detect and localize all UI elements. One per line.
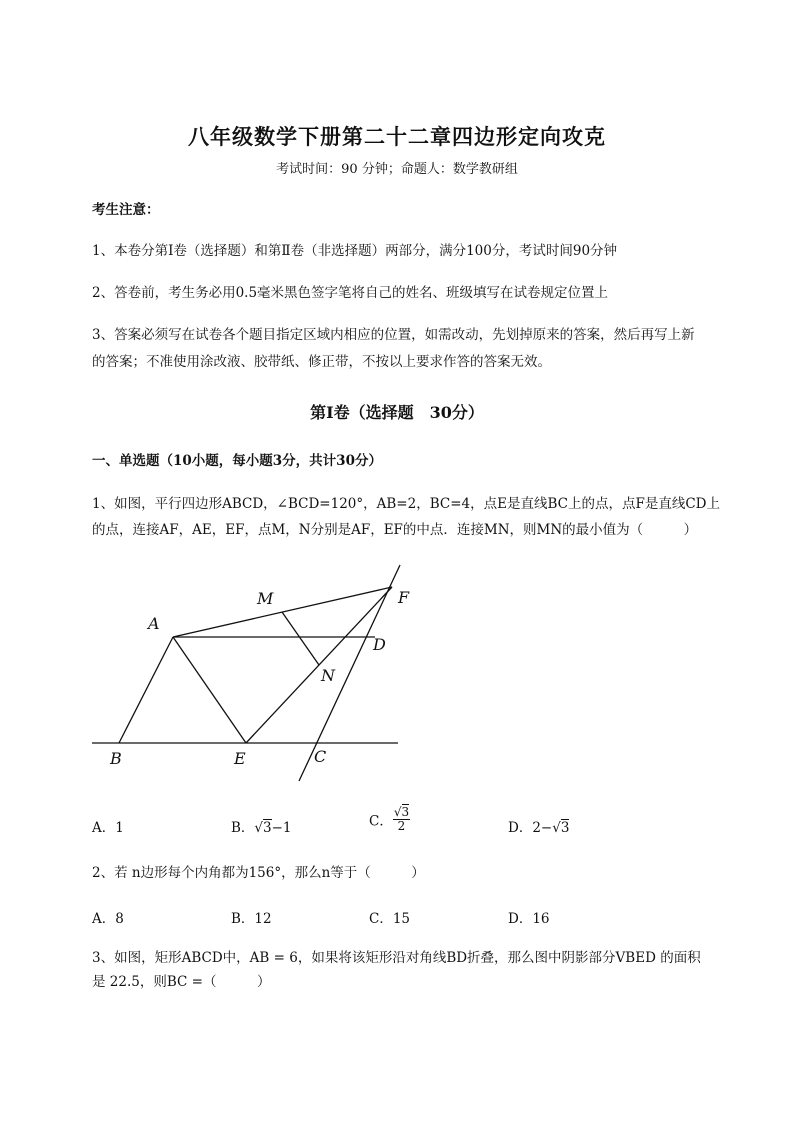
notice-item-3: 3、答案必须写在试卷各个题目指定区域内相应的位置，如需改动，先划掉原来的答案，然后再写上新 xyxy=(92,327,695,343)
section-title: 第Ⅰ卷（选择题 30分） xyxy=(310,403,484,422)
q2-option-a[interactable]: A．8 xyxy=(92,911,124,927)
label-n: N xyxy=(321,666,335,685)
label-a: A xyxy=(148,614,160,633)
question-3-line-1: 3、如图，矩形ABCD中，AB = 6，如果将该矩形沿对角线BD折叠，那么图中阴影部分VBED 的面积 xyxy=(92,950,701,966)
question-2-line-1: 2、若 n边形每个内角都为156°，那么n等于（ ） xyxy=(92,865,425,881)
notice-item-3-cont: 的答案；不准使用涂改液、胶带纸、修正带，不按以上要求作答的答案无效。 xyxy=(92,354,551,370)
label-e: E xyxy=(234,749,246,768)
q1-option-a[interactable]: A．1 xyxy=(92,820,124,836)
sqrt-sign: √ xyxy=(552,820,561,836)
sqrt-sign: √ xyxy=(254,820,264,836)
q1-option-b[interactable]: B．√3−1 xyxy=(231,820,292,836)
q1-option-d[interactable]: D．2−√3 xyxy=(508,820,570,836)
question-1-figure xyxy=(80,555,420,790)
q2-option-c[interactable]: C．15 xyxy=(369,911,411,927)
question-1-line-2: 的点，连接AF，AE，EF，点M，N分别是AF，EF的中点．连接MN，则MN的最小值为（ ） xyxy=(92,522,698,538)
q2-option-d[interactable]: D．16 xyxy=(508,911,550,927)
segment-mn xyxy=(282,612,319,665)
notice-heading: 考生注意： xyxy=(92,202,160,218)
question-3-line-2: 是 22.5，则BC =（ ） xyxy=(92,974,271,990)
notice-item-1: 1、本卷分第Ⅰ卷（选择题）和第Ⅱ卷（非选择题）两部分，满分100分，考试时间90分钟 xyxy=(92,243,618,259)
q2-option-b[interactable]: B．12 xyxy=(231,911,272,927)
exam-info: 考试时间：90 分钟；命题人：数学教研组 xyxy=(276,162,518,177)
label-m: M xyxy=(257,589,274,608)
page-title: 八年级数学下册第二十二章四边形定向攻克 xyxy=(188,124,606,149)
label-f: F xyxy=(398,588,410,607)
notice-item-2: 2、答卷前，考生务必用0.5毫米黑色签字笔将自己的姓名、班级填写在试卷规定位置上 xyxy=(92,285,609,301)
label-c: C xyxy=(314,747,327,766)
question-1-line-1: 1、如图，平行四边形ABCD，∠BCD=120°，AB=2，BC=4，点E是直线BC上的点，点F是直线CD上 xyxy=(92,496,720,512)
q1-option-c[interactable]: C． $\frac{√3}{2}$ xyxy=(369,805,410,833)
part-heading: 一、单选题（10小题，每小题3分，共计30分） xyxy=(92,453,382,469)
segment-ae xyxy=(173,637,246,743)
label-d: D xyxy=(373,635,386,654)
segment-ab xyxy=(119,637,173,743)
label-b: B xyxy=(110,749,122,768)
